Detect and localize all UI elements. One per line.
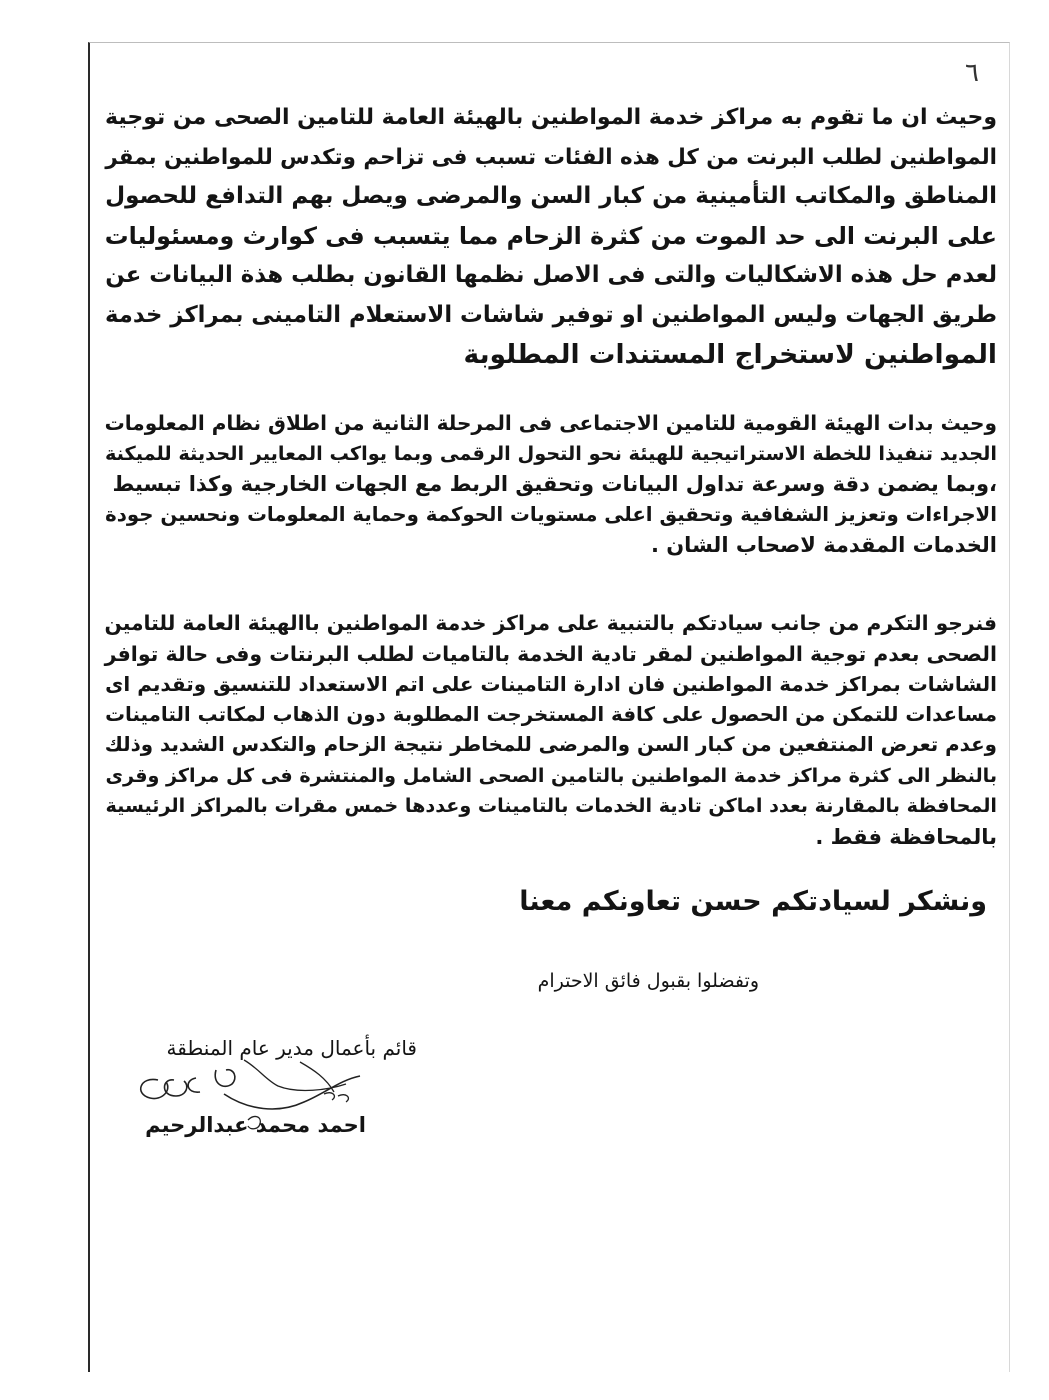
signatory-title: قائم بأعمال مدير عام المنطقة: [166, 1036, 417, 1060]
paragraph-line: وحيث بدات الهيئة القومية للتامين الاجتماعى فى المرحلة الثانية من اطلاق نظام المعلومات: [104, 411, 997, 435]
paragraph-line: الصحى بعدم توجية المواطنين لمقر تادية الخدمة بالتاميات لطلب البرنتات وفى حالة توافر: [104, 641, 997, 666]
paragraph-line: بالنظر الى كثرة مراكز خدمة المواطنين بالتامين الصحى الشامل والمنتشرة فى كل مراكز وقرى: [105, 763, 997, 787]
paragraph-line: فنرجو التكرم من جانب سيادتكم بالتنبية على مراكز خدمة المواطنين باالهيئة العامة للتامين: [104, 611, 997, 635]
paragraph-line: ،وبما يضمن دقة وسرعة تداول البيانات وتحقيق الربط مع الجهات الخارجية وكذا تبسيط: [112, 472, 997, 496]
paragraph-line: مساعدات للتمكن من الحصول على كافة المستخرجت المطلوبة دون الذهاب لمكاتب التامينات: [105, 702, 997, 726]
paragraph-line: طريق الجهات وليس المواطنين او توفير شاشات الاستعلام التامينى بمراكز خدمة: [105, 301, 997, 328]
paragraph-line: المواطنين لاستخراج المستندات المطلوبة: [463, 339, 997, 370]
paragraph-line: المواطنين لطلب البرنت من كل هذه الفئات تسبب فى تزاحم وتكدس للمواطنين بمقر: [105, 144, 997, 170]
paragraph-line: على البرنت الى حد الموت من كثرة الزحام مما يتسبب فى كوارث ومسئوليات: [104, 221, 997, 250]
closing-line: وتفضلوا بقبول فائق الاحترام: [537, 970, 759, 992]
paragraph-line: الشاشات بمراكز خدمة المواطنين فان ادارة التامينات على اتم الاستعداد للتنسيق وتقديم اى: [105, 672, 997, 696]
paragraph-2: [100, 408, 997, 561]
paragraph-line: الخدمات المقدمة لاصحاب الشان .: [650, 533, 997, 557]
paragraph-line: الجديد تنفيذا للخطة الاستراتيجية للهيئة نحو التحول الرقمى وبما يواكب المعايير الحديثة للميكنة: [104, 441, 997, 465]
paragraph-line: وحيث ان ما تقوم به مراكز خدمة المواطنين بالهيئة العامة للتامين الصحى من توجية: [105, 105, 997, 130]
paragraph-line: لعدم حل هذه الاشكاليات والتى فى الاصل نظمها القانون بطلب هذة البيانات عن: [105, 262, 997, 288]
thanks-line: ونشكر لسيادتكم حسن تعاونكم معنا: [519, 886, 987, 917]
paragraph-line: الاجراءات وتعزيز الشفافية وتحقيق اعلى مستويات الحوكمة وحماية المعلومات ونحسين جودة: [105, 502, 997, 526]
paragraph-3: [100, 608, 997, 852]
paragraph-1: [100, 98, 997, 375]
page-number: ٦: [965, 58, 979, 88]
paragraph-line: المحافظة بالمقارنة بعدد اماكن تادية الخدمات بالتامينات وعددها خمس مقرات بالمراكز الرئيسية: [105, 794, 997, 817]
paragraph-line: المناطق والمكاتب التأمينية من كبار السن والمرضى ويصل بهم التدافع للحصول: [105, 183, 997, 209]
paragraph-line: وعدم تعرض المنتفعين من كبار السن والمرضى للمخاطر نتيجة الزحام والتكدس الشديد وذلك: [104, 733, 997, 756]
signatory-name: احمد محمد عبدالرحيم: [145, 1113, 366, 1137]
paragraph-line: بالمحافظة فقط .: [815, 824, 997, 849]
